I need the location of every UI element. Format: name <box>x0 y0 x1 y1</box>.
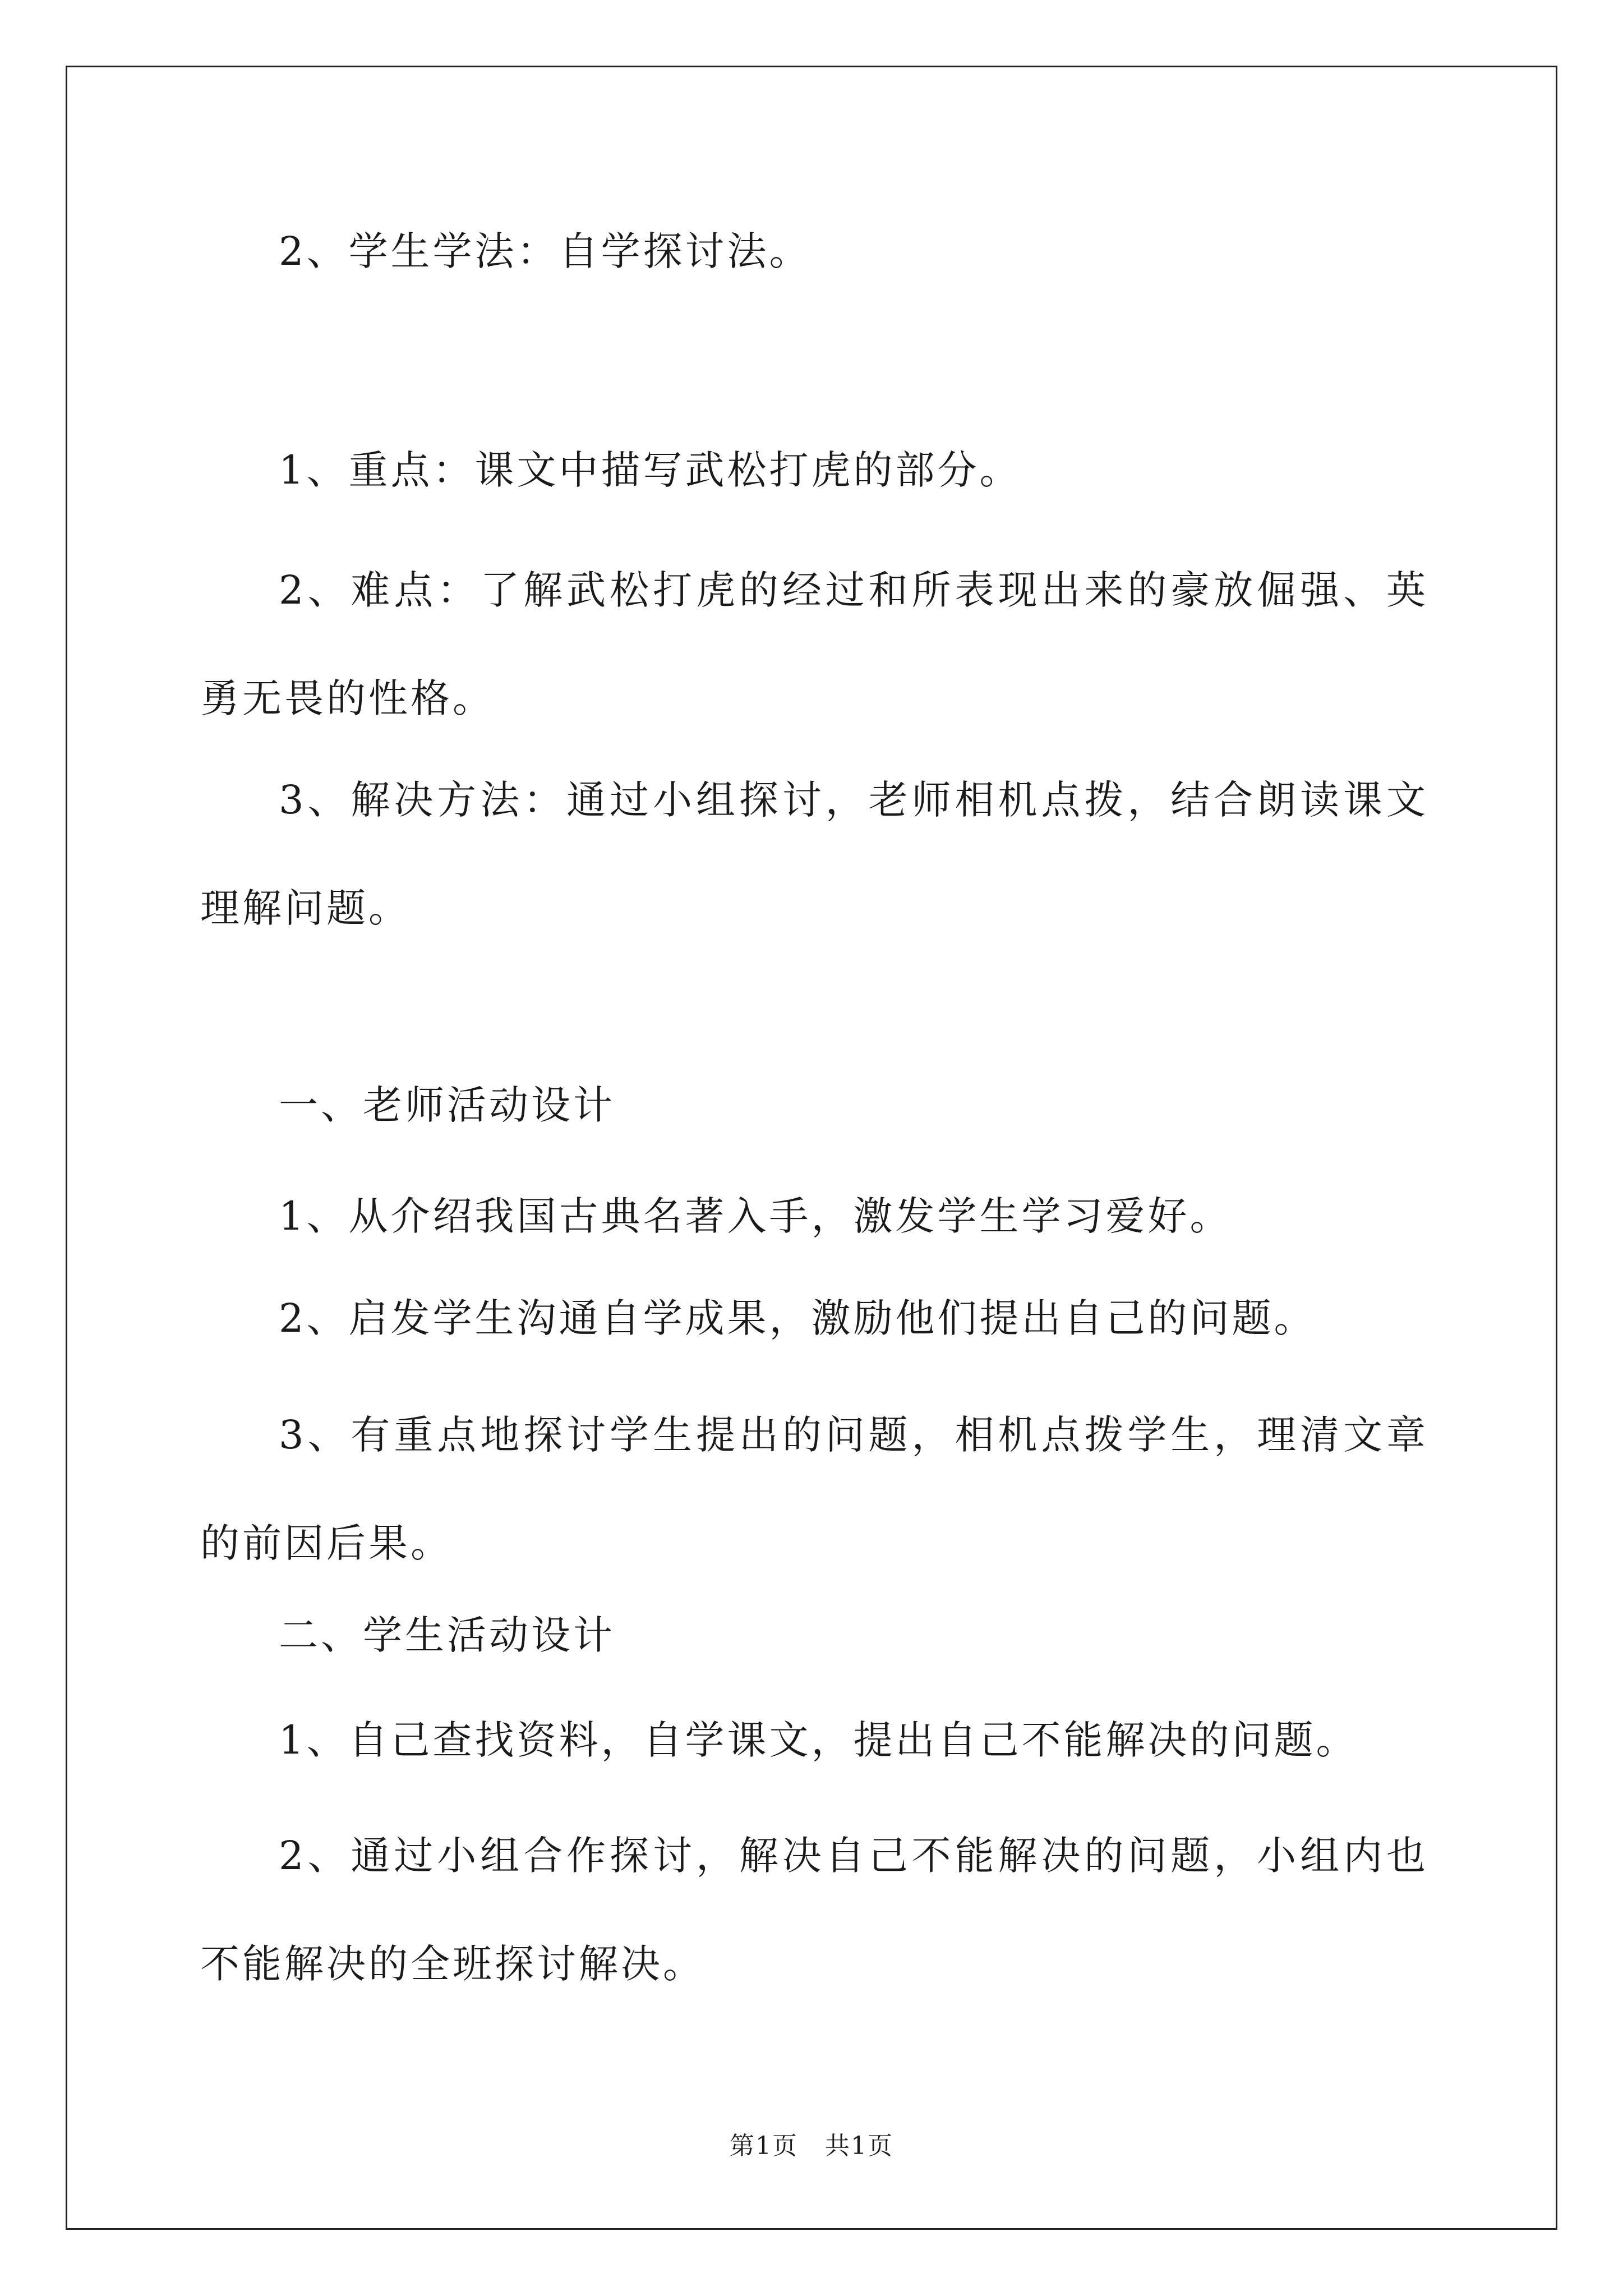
section-heading-student-activities: 二、学生活动设计 <box>279 1612 615 1658</box>
paragraph-teacher-item-1: 1、从介绍我国古典名著入手，激发学生学习爱好。 <box>279 1193 1232 1239</box>
paragraph-difficulty: 2、难点：了解武松打虎的经过和所表现出来的豪放倔强、英勇无畏的性格。 <box>200 567 1428 721</box>
section-heading-teacher-activities: 一、老师活动设计 <box>279 1082 615 1128</box>
paragraph-solution: 3、解决方法：通过小组探讨，老师相机点拨，结合朗读课文理解问题。 <box>200 777 1428 931</box>
paragraph-teacher-item-2: 2、启发学生沟通自学成果，激励他们提出自己的问题。 <box>279 1295 1316 1341</box>
paragraph-key-point: 1、重点：课文中描写武松打虎的部分。 <box>279 447 1022 493</box>
paragraph-teacher-item-3: 3、有重点地探讨学生提出的问题，相机点拨学生，理清文章的前因后果。 <box>200 1412 1428 1566</box>
paragraph-student-method: 2、学生学法：自学探讨法。 <box>279 228 811 274</box>
paragraph-student-item-1: 1、自己查找资料，自学课文，提出自己不能解决的问题。 <box>279 1717 1358 1763</box>
page-footer: 第1页 共1页 <box>730 2132 893 2160</box>
paragraph-student-item-2: 2、通过小组合作探讨，解决自己不能解决的问题，小组内也不能解决的全班探讨解决。 <box>200 1833 1428 1987</box>
